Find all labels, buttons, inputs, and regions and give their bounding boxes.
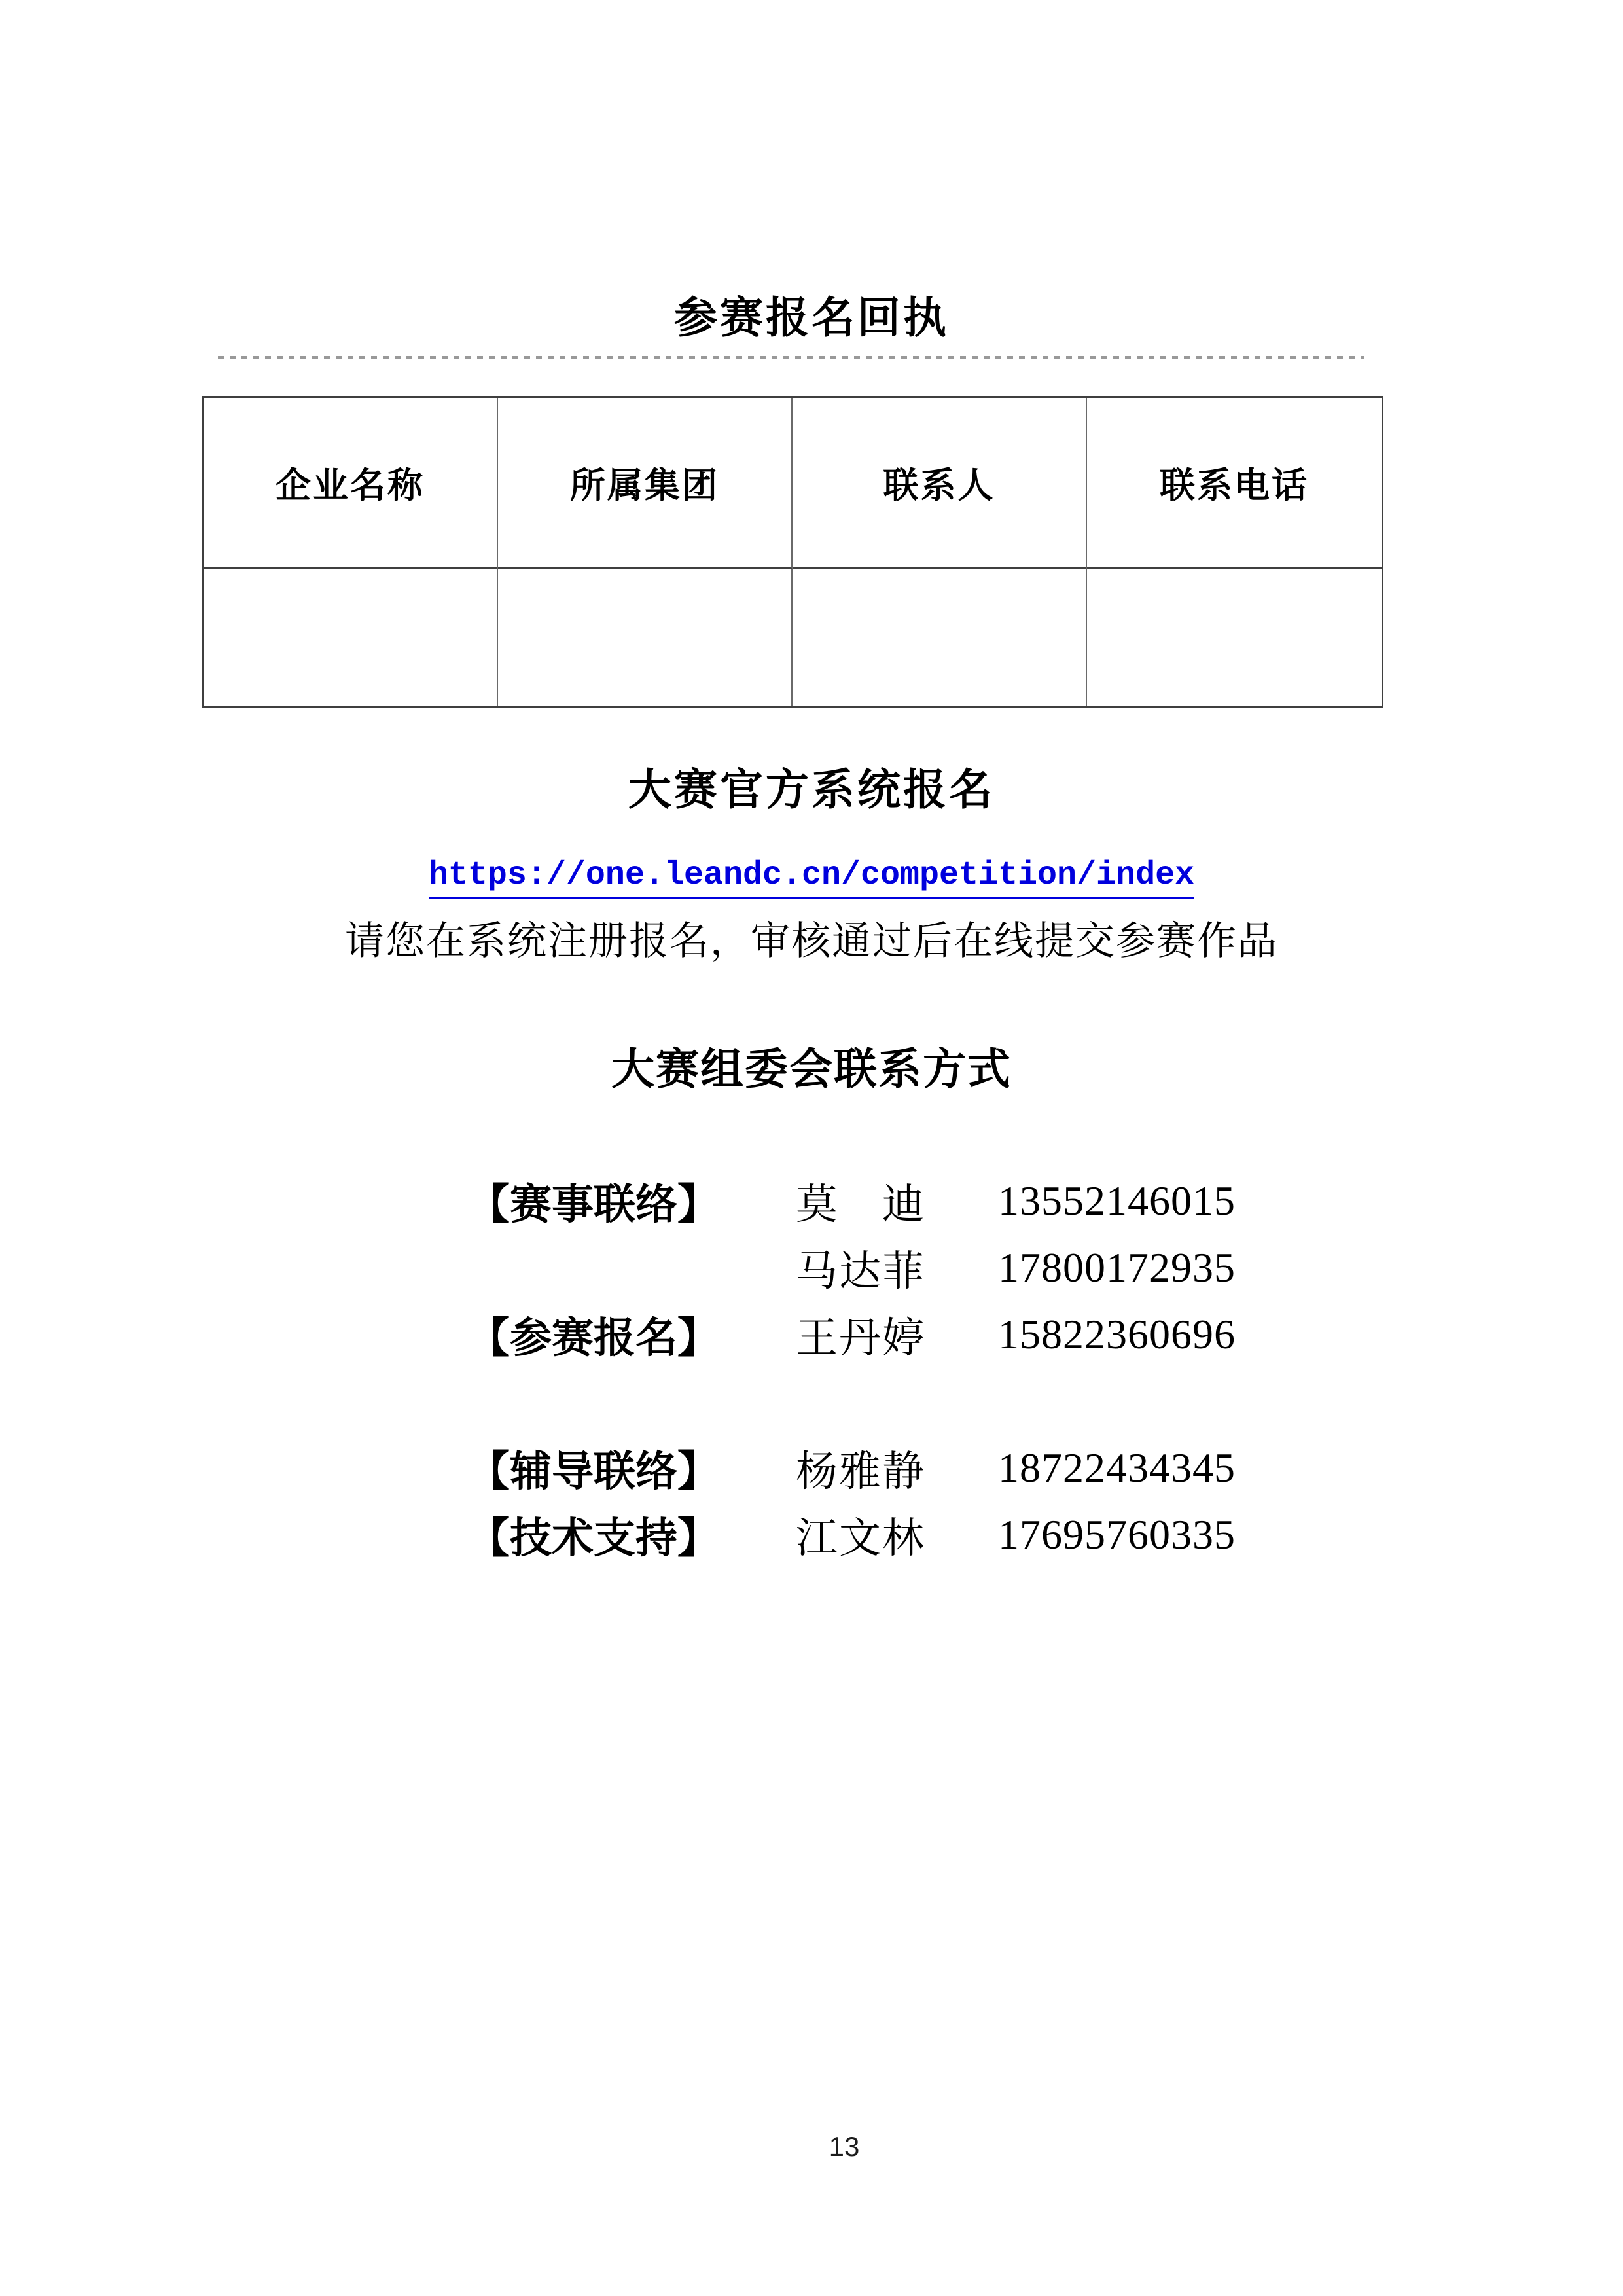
table-empty-cell-company [204,569,498,706]
page-title: 参赛报名回执 [674,293,949,342]
committee-heading: 大赛组委会联系方式 [611,1045,1012,1093]
contact-label: 【赛事联络】 [468,1181,719,1228]
table-header-contact: 联系人 [793,398,1087,569]
table-empty-cell-contact [793,569,1087,706]
contact-row [0,1302,1623,1367]
contact-name: 杨雅静 [796,1448,925,1495]
system-signup-heading: 大赛官方系统报名 [628,765,995,814]
contact-label: 【辅导联络】 [468,1448,719,1495]
table-header-phone: 联系电话 [1087,398,1382,569]
contact-row [0,1502,1623,1568]
system-signup-note: 请您在系统注册报名，审核通过后在线提交参赛作品 [345,920,1278,963]
system-signup-link-wrap [0,854,1623,897]
system-signup-link[interactable]: https://one.leandc.cn/competition/index [429,857,1194,899]
page-number: 13 [829,2131,860,2162]
contact-phone: 13552146015 [998,1177,1236,1224]
contact-row [0,1435,1623,1501]
table-empty-cell-group [498,569,793,706]
dashed-divider [218,356,1364,359]
contact-name: 江文林 [796,1515,925,1562]
contact-phone: 15822360696 [998,1311,1236,1357]
contact-name: 马达菲 [796,1248,925,1295]
contact-label: 【参赛报名】 [468,1315,719,1361]
contact-label: 【技术支持】 [468,1515,719,1562]
contact-row [0,1235,1623,1300]
contact-phone: 17695760335 [998,1511,1236,1558]
contact-row [0,1168,1623,1234]
contact-phone: 17800172935 [998,1244,1236,1291]
table-header-group: 所属集团 [498,398,793,569]
registration-table [202,396,1383,708]
contact-name: 莫 迪 [796,1181,925,1228]
contact-name: 王丹婷 [796,1315,925,1361]
contact-phone: 18722434345 [998,1444,1236,1491]
table-header-company: 企业名称 [204,398,498,569]
table-empty-cell-phone [1087,569,1382,706]
